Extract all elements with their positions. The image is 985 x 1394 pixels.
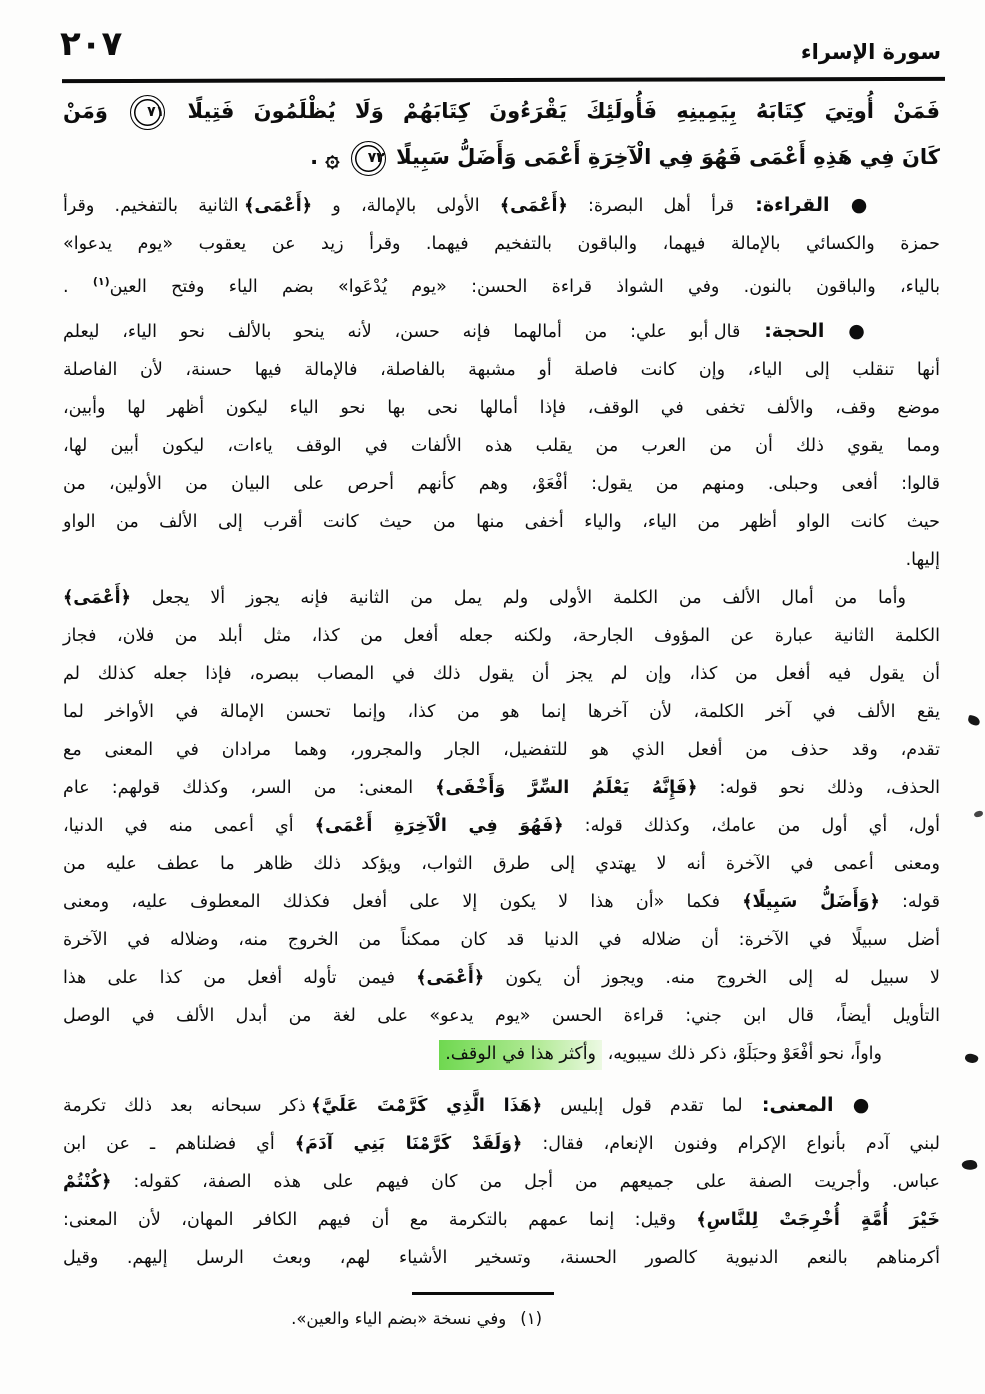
text-line: [63, 134, 940, 181]
text-segment: إليها.: [905, 550, 940, 570]
text-segment: واواً، نحو أفْعَوْ وحبَلَوْ، ذكر ذلك سيبويه،: [602, 1044, 882, 1064]
verse-number-medallion: ٧١: [130, 95, 165, 130]
text-line: [63, 693, 940, 731]
scan-artifact-mark: [961, 1159, 978, 1172]
text-segment: أنها تنقلب إلى الياء، وإن كانت فاصلة أو مشبهة بالفاصلة، فالإمالة فيها حسنة، لأن الفاصلة: [63, 360, 940, 380]
text-segment: الثانية بالتفخيم. وقرأ: [63, 196, 245, 216]
text-line: [63, 427, 940, 465]
text-line: [63, 769, 940, 807]
quran-quote: ﴿أَعْمَى﴾: [499, 196, 568, 216]
text-line: [63, 883, 940, 921]
text-segment: أي فضلناهم ـ عن ابن: [63, 1134, 295, 1154]
quran-quote: ﴿وَلَقَدْ كَرَّمْنَا بَنِي آدَمَ﴾: [294, 1134, 523, 1154]
text-segment: فَمَنْ أُوتِيَ كِتَابَهُ بِيَمِينِهِ فَأُولَئِكَ يَقْرَءُونَ كِتَابَهُمْ وَلَا يُظْلَمُونَ فَتِيلًا: [168, 99, 940, 123]
text-line: [63, 389, 940, 427]
text-segment: وأما من أمال الألف من الكلمة الأولى ولم يمل من الثانية فإنه يجوز ألا يجعل: [130, 588, 906, 608]
text-line: [63, 1035, 940, 1073]
text-segment: ومعنى أعمى في الآخرة أنه لا يهتدي إلى طرق الثواب، ويؤكد ذلك ظاهر ما عطف عليه من: [63, 854, 940, 874]
text-line: [63, 731, 940, 769]
quran-quote: ﴿أَعْمَى﴾: [63, 588, 131, 608]
quran-quote: ﴿أَعْمَى﴾: [244, 196, 313, 216]
text-segment: حمزة والكسائي بالإمالة فيهما، والباقون بالتفخيم فيهما. وقرأ زيد عن يعقوب «يوم يدعوا»: [63, 234, 940, 254]
text-segment: موضع وقف، والألف تخفى في الوقف، فإذا أمالها نحى بها نحو الياء ليكون أظهر لها وأبين،: [63, 398, 940, 418]
quran-quote: ﴿أَعْمَى﴾: [416, 968, 485, 988]
quran-quote: ﴿هَذَا الَّذِي كَرَّمْتَ عَلَيَّ﴾: [311, 1096, 543, 1116]
text-segment: فكما «أن هذا لا يكون إلا على أفعل فكذلك المعطوف عليه، ومعنى: [63, 892, 743, 912]
text-segment: لا سبيل له إلى الخروج منه. ويجوز أن يكون: [484, 968, 940, 988]
text-segment: قوله:: [879, 892, 940, 912]
text-line: [63, 997, 940, 1035]
section-heading: ● المعنى:: [742, 1094, 882, 1116]
text-line: [63, 503, 940, 541]
surah-title: سورة الإسراء: [800, 40, 941, 64]
text-segment: لما تقدم قول إبليس: [542, 1096, 743, 1116]
scan-artifact-mark: [974, 810, 984, 817]
text-line: [63, 921, 940, 959]
text-segment: المعنى: من السر، وكذلك قولهم: عام: [63, 778, 436, 798]
text-line: [63, 186, 940, 225]
text-segment: أول، أي أول من عامك، وكذلك قوله:: [563, 816, 940, 836]
text-segment: .: [310, 145, 326, 169]
text-segment: قال أبو علي: من أمالهما فإنه حسن، لأنه ينحو بالألف نحو الياء، ليعلم: [63, 322, 741, 342]
text-segment: عباس. وأجريت الصفة على جميعهم من أجل من كان فيهم على هذه الصفة، كقوله:: [111, 1172, 940, 1192]
highlighted-phrase: وأكثر هذا في الوقف.: [439, 1040, 602, 1070]
footnote-ref: (١): [92, 275, 110, 288]
text-line: [63, 617, 940, 655]
text-segment: قالوا: أفعى وحبلى. ومنهم من يقول: أفْعَوْ، وهم كأنهم أحرص على البيان من الأولين، من: [63, 474, 940, 494]
text-segment: بالياء، والباقون بالنون. وفي الشواذ قراءة الحسن: «يوم يُدْعَوا» بضم الياء وفتح العين: [109, 277, 940, 297]
text-segment: ذكر سبحانه بعد ذلك تكرمة: [63, 1096, 312, 1116]
end-of-verse-ornament-icon: ۞: [325, 144, 348, 172]
text-segment: ومما يقوي ذلك أن من العرب من يقلب هذه الألفات في الوقف ياءات، ليكون أبين لها،: [63, 436, 940, 456]
text-line: [63, 1201, 940, 1239]
text-segment: قرأ أهل البصرة:: [567, 196, 735, 216]
text-segment: أكرمناهم بالنعم الدنيوية كالصور الحسنة، وتسخير الأشياء لهم، وبعث الرسل إليهم. وقيل: [63, 1248, 940, 1268]
text-segment: كَانَ فِي هَذِهِ أَعْمَى فَهُوَ فِي الْآخِرَةِ أَعْمَى وَأَضَلُّ سَبِيلًا: [388, 145, 940, 169]
text-segment: وَمَنْ: [63, 99, 128, 123]
text-line: [63, 579, 940, 617]
text-segment: .: [63, 277, 93, 297]
section-heading: ● القراءة:: [734, 194, 882, 216]
maana-section: [63, 1086, 940, 1277]
hujja-continuation-paragraph: [63, 579, 940, 1073]
footnote-text: وفي نسخة «بضم الياء والعين».: [291, 1309, 507, 1328]
text-line: [63, 312, 940, 351]
quran-quote: ﴿كُنْتُمْ: [63, 1172, 112, 1192]
scan-artifact-mark: [964, 1052, 979, 1065]
header-rule: [62, 77, 945, 83]
text-line: [63, 541, 940, 579]
text-segment: أضل سبيلًا في الآخرة: أن ضلاله في الدنيا قد كان ممكناً من الخروج منه، وضلاله في الآخرة: [63, 930, 940, 950]
text-segment: التأويل أيضاً، قال ابن جني: قراءة الحسن «يوم يدعو» على لغة من أبدل الألف في الوصل: [63, 1006, 940, 1026]
text-segment: وقيل: إنما عمهم بالتكرمة مع أن فيهم الكافر المهان، لأن المعنى:: [63, 1210, 697, 1230]
text-line: [63, 465, 940, 503]
text-line: [63, 807, 940, 845]
hujja-section: [63, 312, 940, 579]
quran-verses-block: [63, 88, 940, 181]
text-line: [63, 845, 940, 883]
text-segment: أن يقول فيه أفعل من كذا، وإن لم يجز أن يقول ذلك في المصاب ببصره، فإذا جعله كذلك لم: [63, 664, 940, 684]
text-line: [63, 1125, 940, 1163]
qiraa-section: [63, 186, 940, 306]
text-segment: الأولى بالإمالة، و: [312, 196, 500, 216]
page-number: ٢٠٧: [60, 24, 123, 64]
quran-quote: ﴿فَهُوَ فِي الْآخِرَةِ أَعْمَى﴾: [314, 816, 564, 836]
text-line: [63, 959, 940, 997]
text-line: [63, 1239, 940, 1277]
text-line: [63, 225, 940, 263]
text-line: [63, 88, 940, 134]
text-line: [63, 655, 940, 693]
text-segment: الكلمة الثانية عبارة عن المؤوف الجارحة، ولكنه جعله أفعل من كذا، مثل أبلد من فلان، فجاز: [63, 626, 940, 646]
text-segment: لبني آدم بأنواع الإكرام وفنون الإنعام، فقال:: [522, 1134, 941, 1154]
footnote-separator: [412, 1292, 554, 1295]
scan-artifact-mark: [967, 715, 981, 727]
footnote: [291, 1302, 542, 1336]
quran-quote: خَيْرَ أُمَّةٍ أُخْرِجَتْ لِلنَّاسِ﴾: [696, 1210, 940, 1230]
section-heading: ● الحجة:: [740, 320, 883, 342]
text-segment: حيث كانت الواو أظهر من الياء، والياء أخفى منها من حيث كانت أقرب إلى الألف من الواو: [63, 512, 940, 532]
text-line: [63, 351, 940, 389]
text-segment: أي أعمى منه في الدنيا،: [63, 816, 315, 836]
text-segment: الحذف، وذلك نحو قوله:: [697, 778, 941, 798]
text-segment: يقع الألف في آخر الكلمة، لأن آخرها إنما هو من كذا، وإنما تحسن الإمالة في الأواخر لما: [63, 702, 940, 722]
quran-quote: ﴿فَإِنَّهُ يَعْلَمُ السِّرَّ وَأَخْفَى﴾: [435, 778, 698, 798]
text-line: [63, 1086, 940, 1125]
text-segment: تقدم، وقد حذف من أفعل الذي هو للتفضيل، الجار والمجرور، وهما مرادان في المعنى مع: [63, 740, 940, 760]
text-line: [63, 263, 940, 306]
text-segment: فيمن تأوله أفعل من كذا على هذا: [63, 968, 417, 988]
quran-quote: ﴿وَأَضَلُّ سَبِيلًا﴾: [742, 892, 880, 912]
verse-number-medallion: ٧٢: [351, 141, 386, 176]
footnote-marker: (١): [520, 1309, 542, 1328]
text-line: [63, 1163, 940, 1201]
